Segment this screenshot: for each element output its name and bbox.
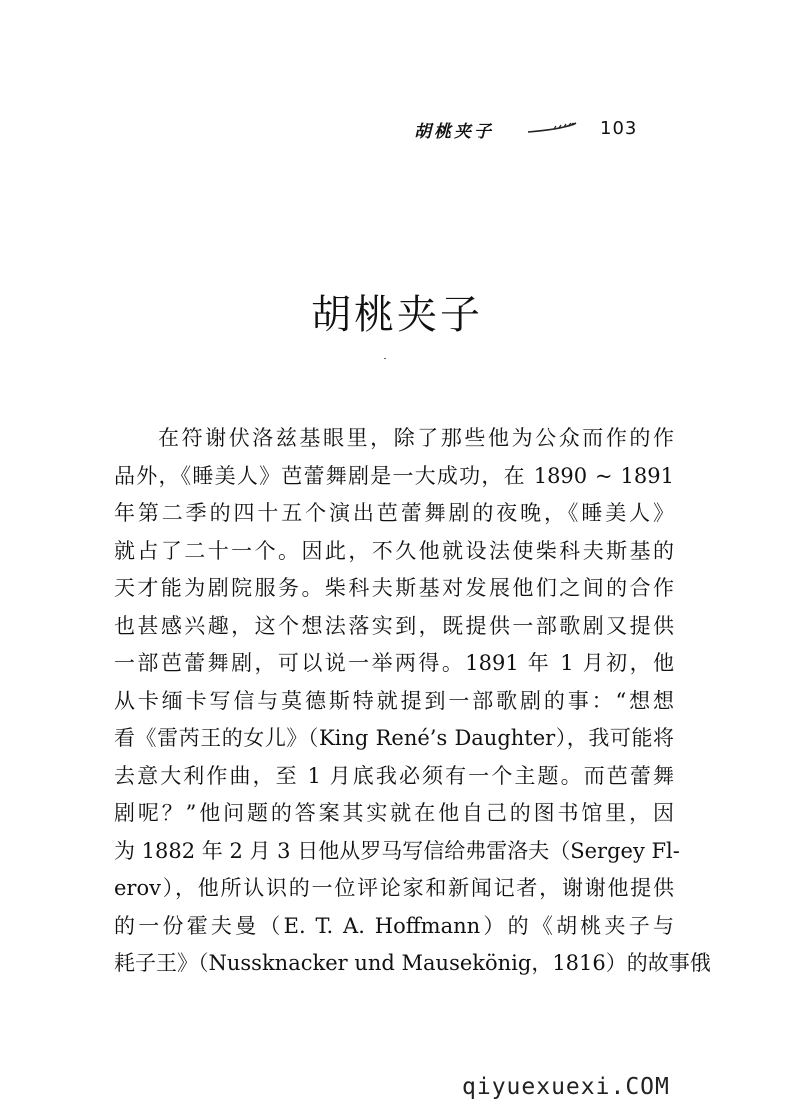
text-line: erov），他所认识的一位评论家和新闻记者，谢谢他提供 — [114, 876, 674, 900]
text-line: 从卡缅卡写信与莫德斯特就提到一部歌剧的事：“想想 — [114, 688, 674, 713]
text-line: 天才能为剧院服务。柴科夫斯基对发展他们之间的合作 — [114, 576, 674, 600]
text-line: 就占了二十一个。因此，不久他就设法使柴科夫斯基的 — [114, 538, 674, 563]
chapter-title: 胡桃夹子 — [311, 292, 483, 338]
body-paragraph — [114, 420, 711, 983]
header-title: 胡桃夹子 — [414, 122, 494, 142]
title-divider-dot — [384, 358, 386, 359]
text-line: 也甚感兴趣，这个想法落实到，既提供一部歌剧又提供 — [114, 613, 674, 638]
text-line: 的一份霍夫曼（E. T. A. Hoffmann）的《胡桃夹子与 — [114, 913, 674, 938]
text-line: 耗子王》（Nussknacker und Mausekönig，1816）的故事俄 — [114, 951, 711, 975]
text-line: 去意大利作曲，至 1 月底我必须有一个主题。而芭蕾舞 — [114, 763, 674, 788]
text-line: 剧呢？”他问题的答案其实就在他自己的图书馆里，因 — [114, 801, 674, 825]
text-line: 为 1882 年 2 月 3 日他从罗马写信给弗雷洛夫（Sergey Fl- — [114, 838, 680, 863]
text-line: 一部芭蕾舞剧，可以说一举两得。1891 年 1 月初，他 — [114, 651, 674, 675]
page-number: 103 — [600, 118, 638, 139]
text-line: 年第二季的四十五个演出芭蕾舞剧的夜晚，《睡美人》 — [114, 501, 674, 525]
text-line: 在符谢伏洛兹基眼里，除了那些他为公众而作的作 — [158, 426, 674, 450]
watermark: qiyuexuexi.COM — [462, 1074, 670, 1100]
scroll-flourish-icon — [526, 119, 578, 138]
text-line: 看《雷芮王的女儿》（King René’s Daughter），我可能将 — [114, 726, 674, 750]
text-line: 品外，《睡美人》芭蕾舞剧是一大成功，在 1890 ~ 1891 — [114, 463, 674, 488]
running-header — [0, 117, 794, 145]
